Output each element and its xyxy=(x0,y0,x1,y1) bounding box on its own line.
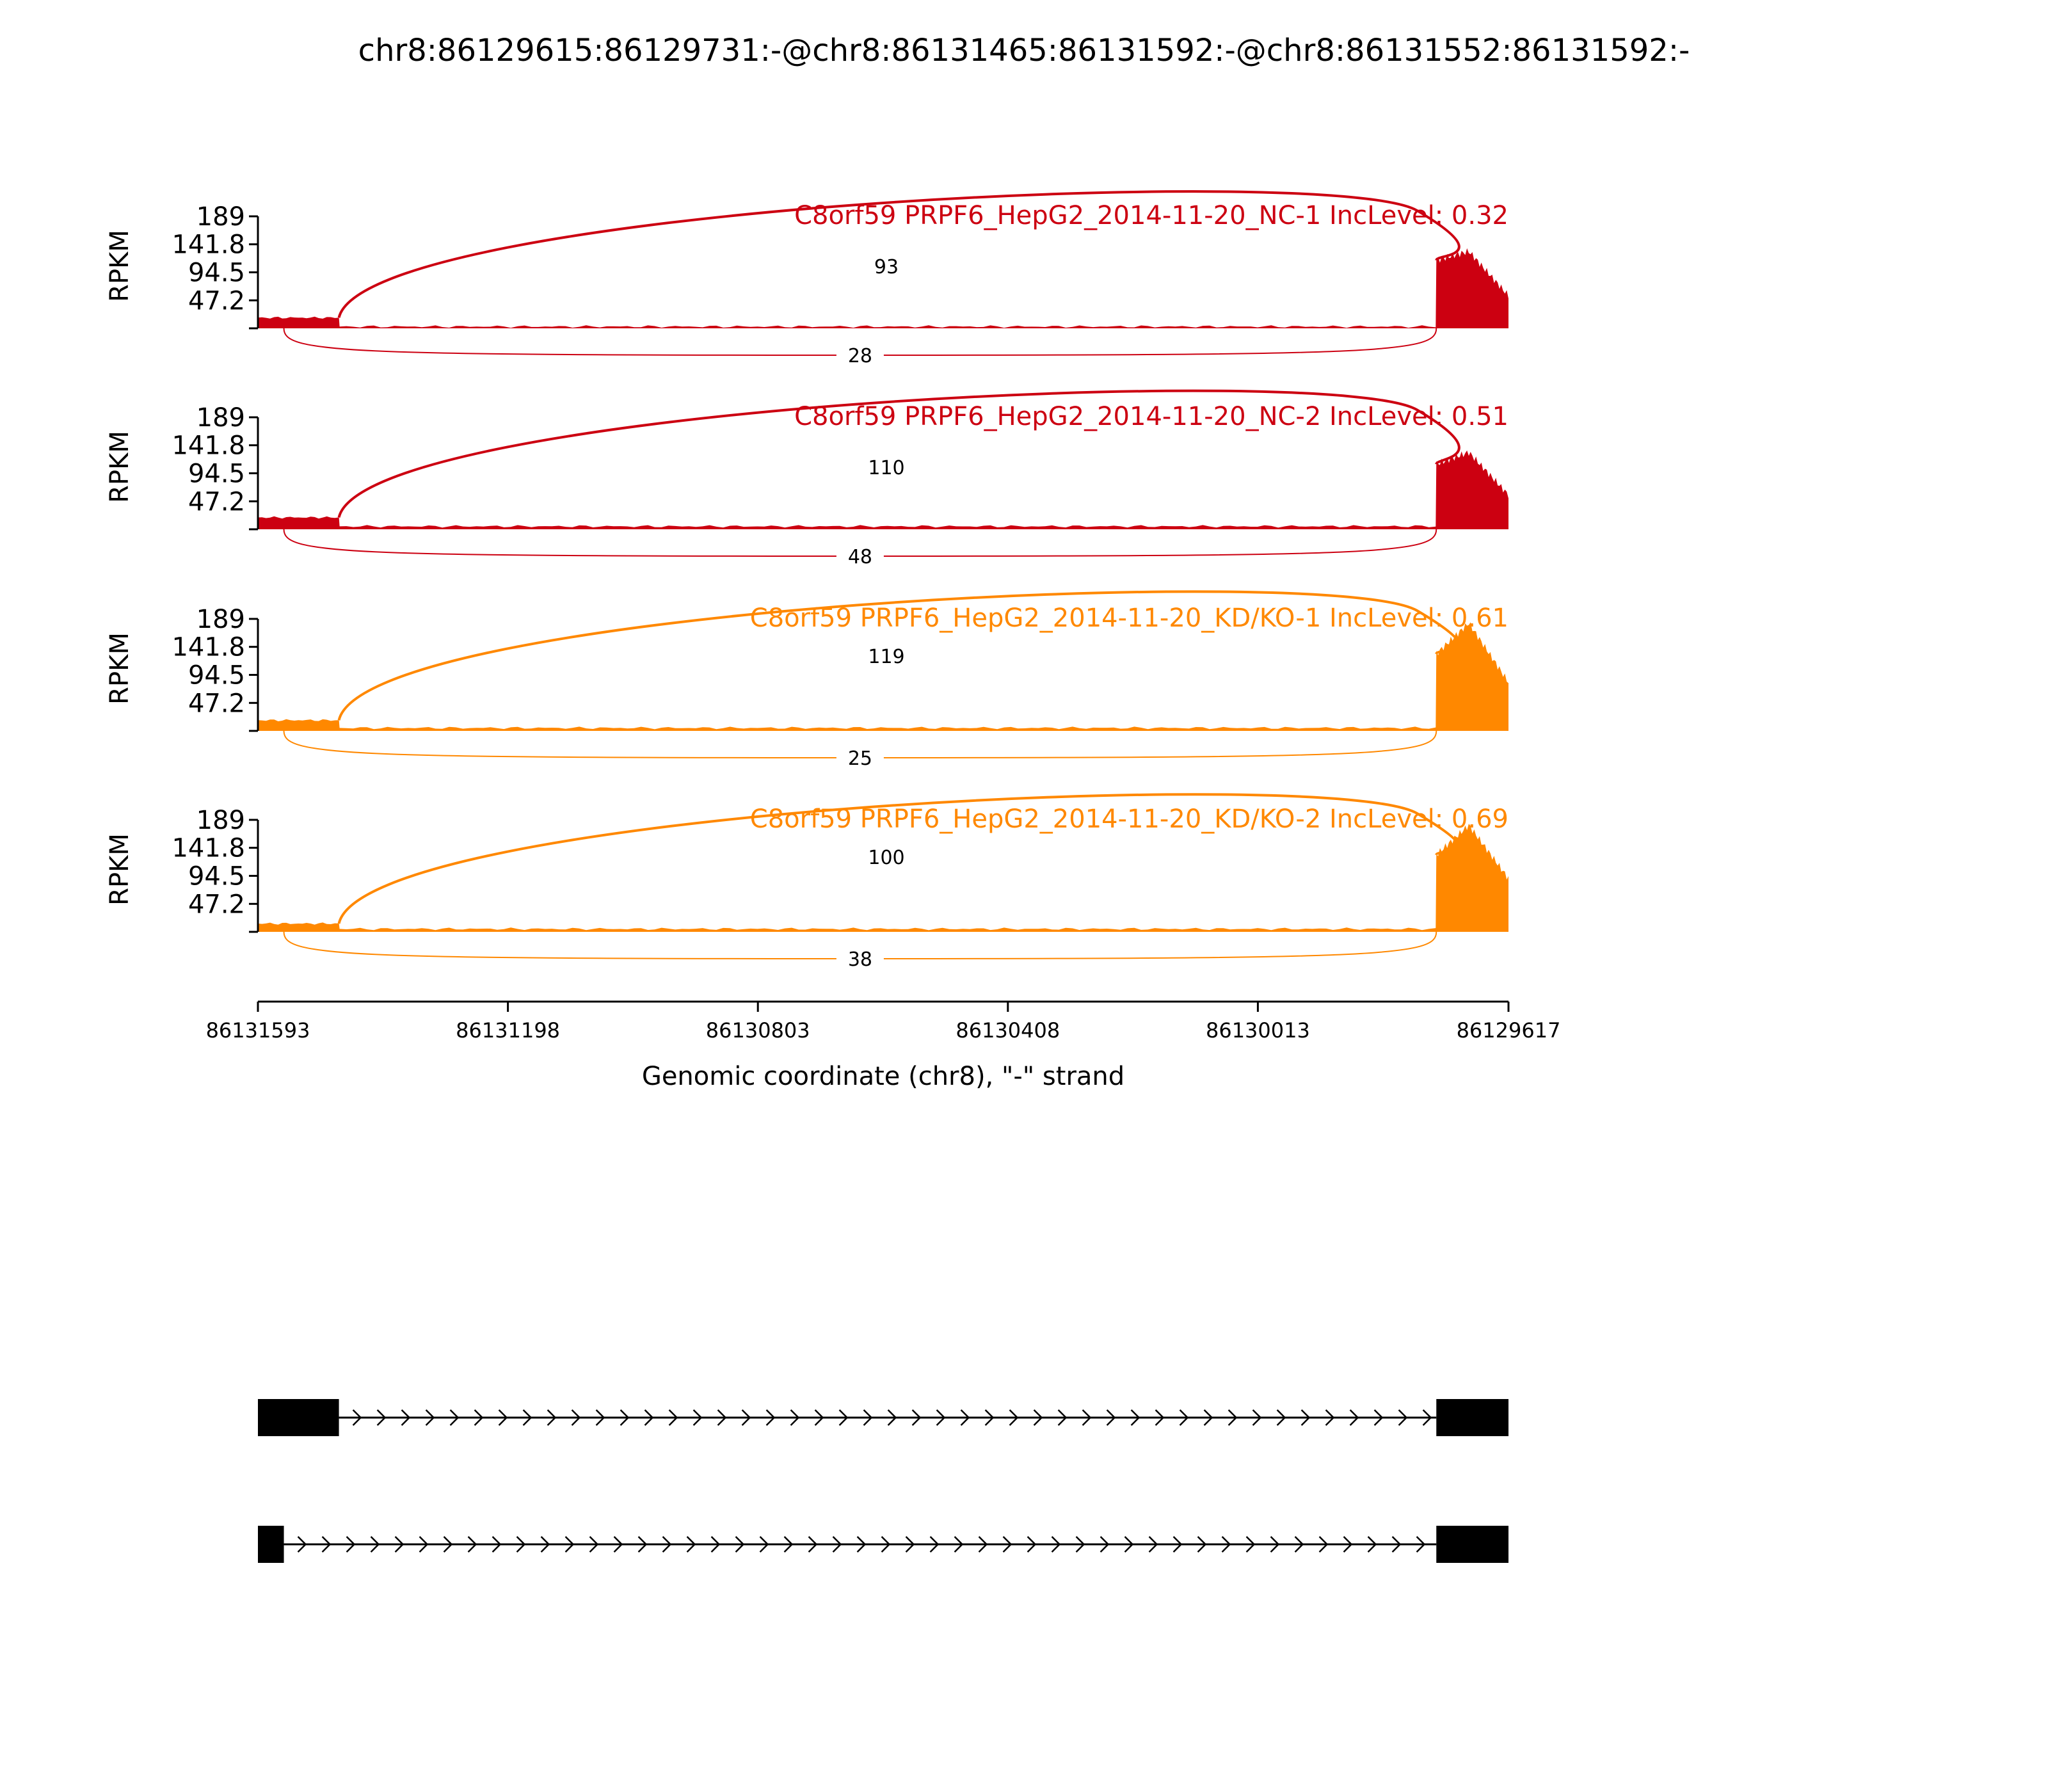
y-tick-label: 47.2 xyxy=(188,890,245,920)
track-label: C8orf59 PRPF6_HepG2_2014-11-20_NC-2 IncLevel: 0.51 xyxy=(794,402,1508,431)
coverage-panel xyxy=(105,591,1508,771)
coverage-panel xyxy=(105,794,1508,972)
x-tick-label: 86130803 xyxy=(705,1018,810,1043)
x-tick-label: 86129617 xyxy=(1456,1018,1561,1043)
coverage-panel xyxy=(105,391,1508,569)
junction-count-label: 28 xyxy=(847,345,873,367)
y-axis-label: RPKM xyxy=(105,431,134,503)
y-axis-label: RPKM xyxy=(105,230,134,302)
junction-count-label: 38 xyxy=(847,948,873,971)
junction-count-label: 119 xyxy=(868,646,905,668)
junction-count-label: 93 xyxy=(874,256,899,278)
junction-count-label: 48 xyxy=(847,546,873,568)
junction-count-label: 25 xyxy=(847,748,873,770)
y-tick-label: 47.2 xyxy=(188,689,245,719)
x-axis-label: Genomic coordinate (chr8), "-" strand xyxy=(641,1062,1125,1091)
junction-count-label: 110 xyxy=(868,457,905,479)
gene-model-exclusion xyxy=(258,1526,1508,1563)
junction-count-label: 100 xyxy=(868,847,905,869)
y-tick-label: 141.8 xyxy=(172,230,245,260)
coverage-area xyxy=(258,622,1508,731)
y-tick-label: 94.5 xyxy=(188,258,245,288)
y-tick-label: 94.5 xyxy=(188,861,245,892)
y-axis-label: RPKM xyxy=(105,632,134,705)
y-tick-label: 189 xyxy=(196,806,245,835)
y-tick-label: 47.2 xyxy=(188,487,245,517)
y-tick-label: 141.8 xyxy=(172,431,245,461)
y-axis-label: RPKM xyxy=(105,833,134,906)
coverage-panel xyxy=(105,191,1508,368)
y-tick-label: 141.8 xyxy=(172,632,245,662)
gene-model-inclusion xyxy=(258,1399,1508,1436)
track-label: C8orf59 PRPF6_HepG2_2014-11-20_NC-1 IncLevel: 0.32 xyxy=(794,201,1508,230)
exon-block xyxy=(258,1526,284,1563)
y-tick-label: 189 xyxy=(196,202,245,232)
x-tick-label: 86130408 xyxy=(956,1018,1060,1043)
y-tick-label: 141.8 xyxy=(172,833,245,863)
y-tick-label: 189 xyxy=(196,403,245,433)
exon-block xyxy=(1436,1399,1508,1436)
y-tick-label: 189 xyxy=(196,605,245,634)
coverage-panels xyxy=(105,191,1508,972)
track-label: C8orf59 PRPF6_HepG2_2014-11-20_KD/KO-1 IncLevel: 0.61 xyxy=(749,604,1508,633)
y-tick-label: 94.5 xyxy=(188,459,245,489)
x-tick-label: 86131593 xyxy=(205,1018,310,1043)
chart-title: chr8:86129615:86129731:-@chr8:86131465:86131592:-@chr8:86131552:86131592:- xyxy=(358,33,1690,68)
coverage-area xyxy=(258,824,1508,932)
x-axis xyxy=(206,1002,1561,1043)
y-tick-label: 47.2 xyxy=(188,286,245,316)
track-label: C8orf59 PRPF6_HepG2_2014-11-20_KD/KO-2 IncLevel: 0.69 xyxy=(749,804,1508,834)
x-tick-label: 86131198 xyxy=(456,1018,561,1043)
x-tick-label: 86130013 xyxy=(1205,1018,1310,1043)
exon-block xyxy=(258,1399,339,1436)
exon-block xyxy=(1436,1526,1508,1563)
gene-models xyxy=(258,1399,1508,1563)
y-tick-label: 94.5 xyxy=(188,660,245,691)
